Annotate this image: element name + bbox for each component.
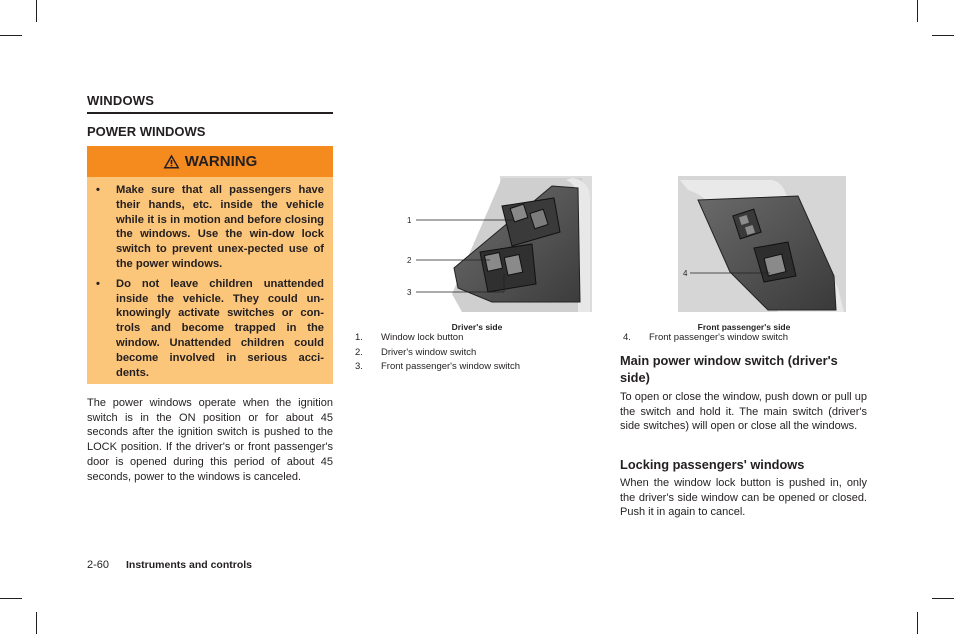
driver-figure-caption: Driver's side (451, 322, 503, 332)
crop-mark (36, 0, 37, 22)
crop-mark (0, 35, 22, 36)
warning-item-text: Make sure that all passengers have their hands, etc. inside the vehicle while it is in motion and before closing the windows. Use the win-dow lock switch to prevent unex-pected use of the power windows. (116, 184, 324, 270)
warning-header (87, 146, 333, 177)
warning-box (87, 146, 333, 384)
crop-mark (0, 598, 22, 599)
callout-2: 2 (407, 256, 412, 265)
callout-3: 3 (407, 288, 412, 297)
legend-item: 1. Window lock button (355, 332, 464, 343)
subsection-title: POWER WINDOWS (87, 124, 206, 139)
callout-4: 4 (683, 269, 688, 278)
passenger-switch-illustration (678, 176, 846, 312)
intro-paragraph: The power windows operate when the ignition switch is in the ON position or for about 45 seconds after the ignition switch is pushed to the LOCK position. If the driver's or front passenger's door is opened during this period of about 45 seconds, power to the windows is canceled. (87, 397, 333, 483)
crop-mark (917, 0, 918, 22)
warning-title: WARNING (184, 153, 258, 170)
callout-1: 1 (407, 216, 412, 225)
passenger-legend (623, 331, 867, 346)
passenger-figure-caption: Front passenger's side (697, 322, 791, 332)
locking-text: When the window lock button is pushed in, only the driver's side window can be opened or closed. Push it in again to cancel. (620, 477, 867, 519)
legend-item: 4. Front passenger's window switch (623, 332, 789, 343)
main-switch-heading: Main power window switch (driver's side) (620, 353, 838, 385)
crop-mark (917, 612, 918, 634)
driver-legend (355, 331, 575, 375)
warning-list (96, 183, 324, 385)
section-title: WINDOWS (87, 93, 155, 108)
crop-mark (932, 598, 954, 599)
bullet-icon: • (96, 184, 100, 196)
warning-icon (163, 154, 180, 169)
bullet-icon: • (96, 277, 100, 290)
legend-item: 2. Driver's window switch (355, 346, 477, 358)
warning-item (96, 183, 324, 272)
warning-item (96, 277, 324, 381)
legend-item: 3. Front passenger's window switch (355, 361, 521, 372)
main-switch-text: To open or close the window, push down or pull up the switch and hold it. The main switch (driver's side switches) will open or close all the windows. (620, 391, 867, 433)
locking-heading: Locking passengers' windows (620, 457, 805, 472)
driver-switch-illustration (402, 176, 592, 312)
warning-item-text: Do not leave children unattended inside the vehicle. They could un-knowingly activate switches or con-trols and become trapped in the window. Unattended children could become involved in serious acci-dents. (116, 277, 324, 379)
crop-mark (36, 612, 37, 634)
chapter-title: Instruments and controls (126, 559, 253, 571)
crop-mark (932, 35, 954, 36)
page-number: 2-60 (87, 559, 110, 571)
section-rule (87, 112, 333, 114)
